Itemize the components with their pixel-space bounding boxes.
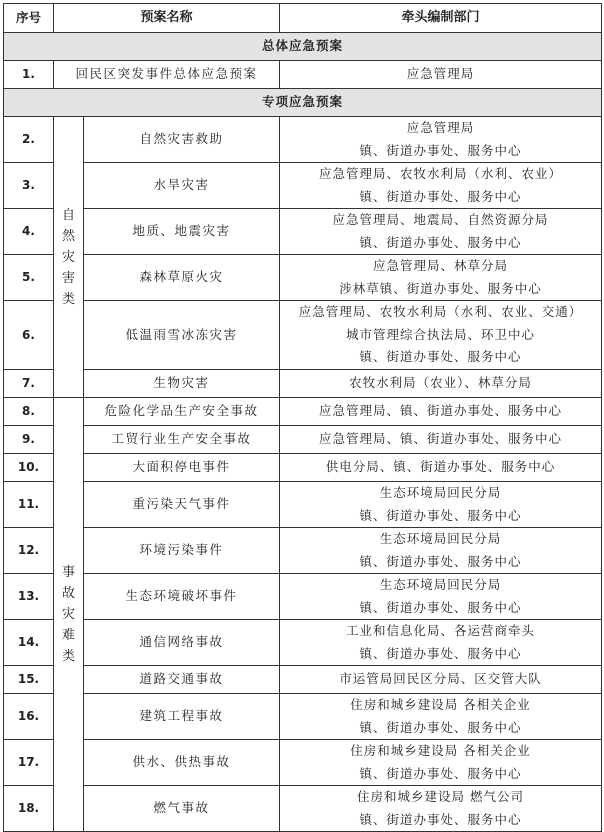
lead-department bbox=[280, 482, 602, 528]
category-label: 自然灾害类 bbox=[61, 207, 75, 307]
lead-department bbox=[280, 454, 602, 482]
lead-department: 应急管理局 bbox=[280, 61, 602, 89]
plan-name: 低温雨雪冰冻灾害 bbox=[84, 301, 280, 370]
table-row bbox=[4, 61, 602, 89]
lead-department bbox=[280, 574, 602, 620]
category-label: 事故灾难类 bbox=[61, 565, 75, 664]
lead-department bbox=[280, 255, 602, 301]
plan-name: 环境污染事件 bbox=[84, 528, 280, 574]
section-row-special bbox=[4, 89, 602, 117]
row-number: 8. bbox=[4, 398, 54, 426]
lead-department-line: 应急管理局、林草分局 bbox=[373, 258, 509, 273]
table-row bbox=[4, 398, 602, 426]
lead-department bbox=[280, 117, 602, 163]
lead-department bbox=[280, 370, 602, 398]
row-number: 11. bbox=[4, 482, 54, 528]
row-number: 10. bbox=[4, 454, 54, 482]
plan-name: 生物灾害 bbox=[84, 370, 280, 398]
lead-department-line: 住房和城乡建设局 燃气公司 bbox=[357, 789, 524, 804]
lead-department bbox=[280, 740, 602, 786]
lead-department-line: 镇、街道办事处、服务中心 bbox=[359, 188, 522, 204]
row-number: 18. bbox=[4, 786, 54, 832]
lead-department-line: 镇、街道办事处、服务中心 bbox=[359, 507, 522, 523]
category-accident-disaster bbox=[54, 398, 84, 832]
plan-name: 生态环境破坏事件 bbox=[84, 574, 280, 620]
table-row bbox=[4, 454, 602, 482]
lead-department-line: 城市管理综合执法局、环卫中心 bbox=[346, 326, 536, 342]
emergency-plan-table bbox=[3, 3, 602, 832]
row-number: 9. bbox=[4, 426, 54, 454]
row-number: 5. bbox=[4, 255, 54, 301]
lead-department-line: 生态环境局回民分局 bbox=[379, 485, 502, 500]
table-row bbox=[4, 426, 602, 454]
lead-department-line: 镇、街道办事处、服务中心 bbox=[359, 645, 522, 661]
plan-name: 建筑工程事故 bbox=[84, 694, 280, 740]
lead-department-line: 镇、街道办事处、服务中心 bbox=[359, 719, 522, 735]
lead-department bbox=[280, 163, 602, 209]
lead-department-line: 工业和信息化局、各运营商牵头 bbox=[346, 623, 536, 638]
section-title-special: 专项应急预案 bbox=[4, 89, 602, 117]
lead-department bbox=[280, 426, 602, 454]
lead-department-line: 镇、街道办事处、服务中心 bbox=[359, 142, 522, 158]
lead-department-line: 住房和城乡建设局 各相关企业 bbox=[350, 743, 531, 758]
plan-name: 地质、地震灾害 bbox=[84, 209, 280, 255]
table-row bbox=[4, 574, 602, 620]
table-row bbox=[4, 786, 602, 832]
lead-department-line: 农牧水利局（农业）、林草分局 bbox=[349, 375, 532, 391]
row-number: 6. bbox=[4, 301, 54, 370]
plan-name: 工贸行业生产安全事故 bbox=[84, 426, 280, 454]
plan-name: 水旱灾害 bbox=[84, 163, 280, 209]
row-number: 13. bbox=[4, 574, 54, 620]
plan-name: 回民区突发事件总体应急预案 bbox=[54, 61, 280, 89]
lead-department-line: 市运管局回民区分局、区交管大队 bbox=[339, 671, 542, 687]
header-lead-department: 牵头编制部门 bbox=[280, 4, 602, 33]
lead-department-line: 应急管理局、镇、街道办事处、服务中心 bbox=[319, 431, 563, 447]
header-row bbox=[4, 4, 602, 33]
table-row bbox=[4, 528, 602, 574]
table-row bbox=[4, 740, 602, 786]
lead-department-line: 镇、街道办事处、服务中心 bbox=[359, 811, 522, 827]
row-number: 4. bbox=[4, 209, 54, 255]
lead-department bbox=[280, 666, 602, 694]
lead-department-line: 住房和城乡建设局 各相关企业 bbox=[350, 697, 531, 712]
category-natural-disaster bbox=[54, 117, 84, 398]
lead-department-line: 镇、街道办事处、服务中心 bbox=[359, 765, 522, 781]
row-number: 2. bbox=[4, 117, 54, 163]
lead-department bbox=[280, 786, 602, 832]
row-number: 17. bbox=[4, 740, 54, 786]
plan-name: 通信网络事故 bbox=[84, 620, 280, 666]
header-plan-name: 预案名称 bbox=[54, 4, 280, 33]
table-row bbox=[4, 117, 602, 163]
lead-department bbox=[280, 209, 602, 255]
lead-department-line: 应急管理局 bbox=[406, 120, 475, 135]
row-number: 3. bbox=[4, 163, 54, 209]
lead-department bbox=[280, 694, 602, 740]
table-row bbox=[4, 694, 602, 740]
lead-department-line: 应急管理局、镇、街道办事处、服务中心 bbox=[319, 403, 563, 419]
plan-name: 森林草原火灾 bbox=[84, 255, 280, 301]
table-row bbox=[4, 620, 602, 666]
lead-department-line: 应急管理局、农牧水利局（水利、农业） bbox=[319, 166, 563, 181]
plan-name: 大面积停电事件 bbox=[84, 454, 280, 482]
plan-name: 重污染天气事件 bbox=[84, 482, 280, 528]
plan-name: 供水、供热事故 bbox=[84, 740, 280, 786]
lead-department bbox=[280, 301, 602, 370]
lead-department bbox=[280, 620, 602, 666]
table-row bbox=[4, 482, 602, 528]
row-number: 7. bbox=[4, 370, 54, 398]
table-row bbox=[4, 301, 602, 370]
lead-department-line: 生态环境局回民分局 bbox=[379, 577, 502, 592]
lead-department-line: 供电分局、镇、街道办事处、服务中心 bbox=[325, 459, 556, 475]
table-row bbox=[4, 209, 602, 255]
plan-name: 危险化学品生产安全事故 bbox=[84, 398, 280, 426]
lead-department bbox=[280, 398, 602, 426]
lead-department-line: 镇、街道办事处、服务中心 bbox=[359, 349, 522, 365]
row-number: 14. bbox=[4, 620, 54, 666]
table-row bbox=[4, 255, 602, 301]
lead-department-line: 镇、街道办事处、服务中心 bbox=[359, 599, 522, 615]
section-title-general: 总体应急预案 bbox=[4, 33, 602, 61]
table-row bbox=[4, 370, 602, 398]
plan-name: 燃气事故 bbox=[84, 786, 280, 832]
table-row bbox=[4, 163, 602, 209]
header-number: 序号 bbox=[4, 4, 54, 33]
plan-name: 道路交通事故 bbox=[84, 666, 280, 694]
lead-department-line: 镇、街道办事处、服务中心 bbox=[359, 553, 522, 569]
lead-department-line: 应急管理局、农牧水利局（水利、农业、交通） bbox=[298, 304, 583, 320]
lead-department-line: 生态环境局回民分局 bbox=[379, 531, 502, 546]
row-number: 1. bbox=[4, 61, 54, 89]
plan-name: 自然灾害救助 bbox=[84, 117, 280, 163]
lead-department-line: 镇、街道办事处、服务中心 bbox=[359, 234, 522, 250]
table-row bbox=[4, 666, 602, 694]
row-number: 15. bbox=[4, 666, 54, 694]
section-row-general bbox=[4, 33, 602, 61]
lead-department-line: 涉林草镇、街道办事处、服务中心 bbox=[339, 280, 542, 296]
row-number: 16. bbox=[4, 694, 54, 740]
lead-department bbox=[280, 528, 602, 574]
row-number: 12. bbox=[4, 528, 54, 574]
lead-department-line: 应急管理局、地震局、自然资源分局 bbox=[332, 212, 549, 227]
